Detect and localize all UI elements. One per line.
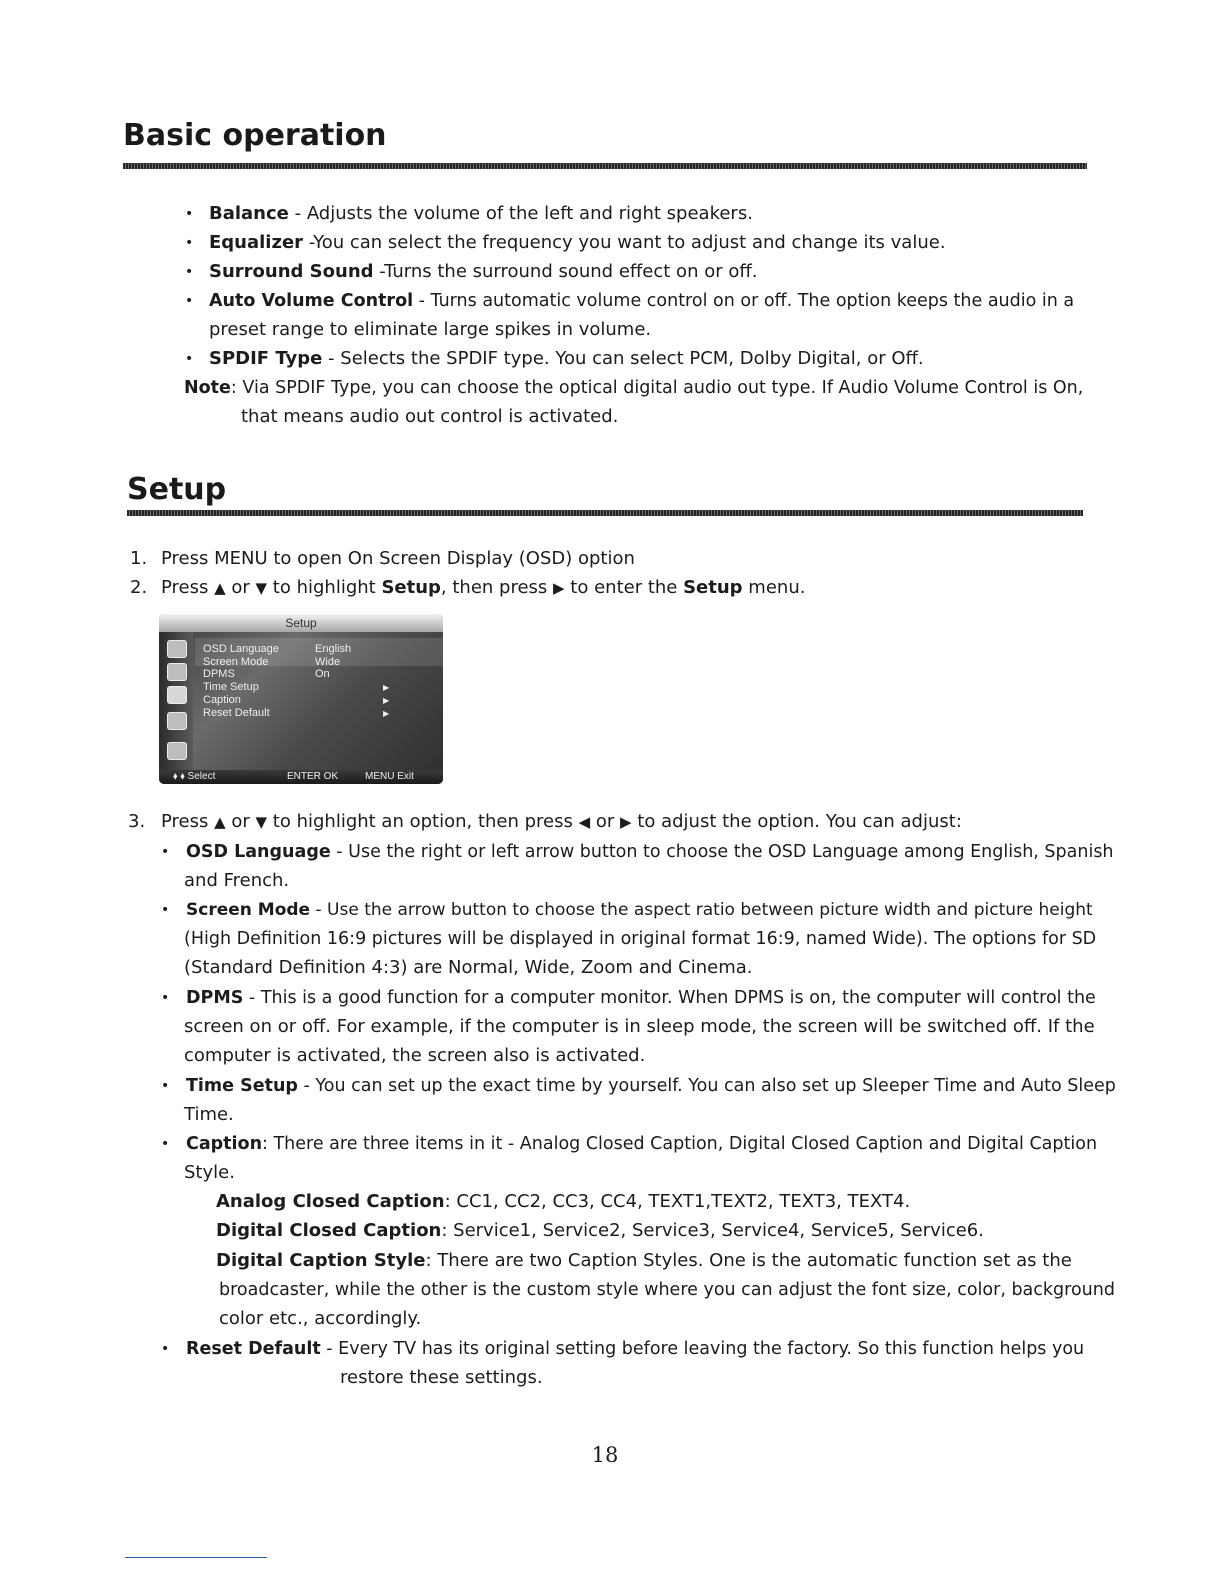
osd-row-label: Time Setup xyxy=(203,681,259,693)
list-item-continuation: preset range to eliminate large spikes in volume. xyxy=(209,319,652,340)
sub-item-continuation: color etc., accordingly. xyxy=(219,1308,422,1329)
list-item: Time Setup - You can set up the exact time by yourself. You can also set up Sleeper Time and Auto Sleep xyxy=(186,1076,1116,1096)
osd-row-value: ▶ xyxy=(383,709,390,718)
osd-footer: ⬧ ⬧ Select ENTER OK MENU Exit xyxy=(159,770,443,784)
section-heading-setup: Setup xyxy=(127,472,227,507)
bullet: • xyxy=(161,990,170,1006)
sub-item: Analog Closed Caption: CC1, CC2, CC3, CC4, TEXT1,TEXT2, TEXT3, TEXT4. xyxy=(216,1191,911,1212)
list-item: Caption: There are three items in it - Analog Closed Caption, Digital Closed Caption and Digital Caption xyxy=(186,1134,1098,1154)
list-item: SPDIF Type - Selects the SPDIF type. You can select PCM, Dolby Digital, or Off. xyxy=(209,348,924,369)
osd-row-value: ▶ xyxy=(383,696,390,705)
channel-icon xyxy=(167,742,187,760)
note: Note: Via SPDIF Type, you can choose the optical digital audio out type. If Audio Volume Control is On, xyxy=(184,378,1084,398)
osd-row-value: Wide xyxy=(315,656,341,668)
bullet: • xyxy=(161,1078,170,1094)
bullet: • xyxy=(185,235,194,251)
sub-item: Digital Closed Caption: Service1, Service2, Service3, Service4, Service5, Service6. xyxy=(216,1220,984,1241)
page-number: 18 xyxy=(591,1443,619,1467)
right-arrow-icon: ▶ xyxy=(553,579,565,597)
bullet: • xyxy=(161,844,170,860)
osd-row-label: OSD Language xyxy=(203,643,279,655)
osd-sidebar xyxy=(159,632,193,772)
bullet: • xyxy=(161,902,170,918)
bullet: • xyxy=(185,351,194,367)
list-item-continuation: (High Definition 16:9 pictures will be displayed in original format 16:9, named Wide). The options for SD xyxy=(184,929,1097,949)
list-item-continuation: restore these settings. xyxy=(340,1367,543,1388)
sound-icon xyxy=(167,663,187,681)
sub-item: Digital Caption Style: There are two Caption Styles. One is the automatic function set as the xyxy=(216,1250,1072,1271)
step-number: 2. xyxy=(130,577,148,598)
bullet: • xyxy=(185,206,194,222)
step-text: Press ▲ or ▼ to highlight Setup, then press ▶ to enter the Setup menu. xyxy=(161,577,806,598)
list-item-continuation: screen on or off. For example, if the computer is in sleep mode, the screen will be switched off. If the xyxy=(184,1016,1095,1037)
list-item-continuation: and French. xyxy=(184,870,290,891)
list-item-continuation: Style. xyxy=(184,1162,235,1183)
osd-row-label: Screen Mode xyxy=(203,656,269,668)
right-arrow-icon: ▶ xyxy=(620,813,632,831)
list-item-continuation: Time. xyxy=(184,1104,234,1125)
step-number: 1. xyxy=(130,548,148,569)
osd-row-label: Reset Default xyxy=(203,707,270,719)
left-arrow-icon: ◀ xyxy=(578,813,591,831)
down-arrow-icon: ▼ xyxy=(255,579,268,597)
list-item: Balance - Adjusts the volume of the left and right speakers. xyxy=(209,203,753,224)
osd-row-value: ▶ xyxy=(383,683,390,692)
step-number: 3. xyxy=(128,811,146,832)
list-item: Screen Mode - Use the arrow button to choose the aspect ratio between picture width and picture height xyxy=(186,900,1093,920)
osd-row-value: On xyxy=(315,668,330,680)
list-item: Reset Default - Every TV has its original setting before leaving the factory. So this function helps you xyxy=(186,1339,1085,1359)
section-heading-basic-operation: Basic operation xyxy=(123,118,387,153)
footer-line xyxy=(125,1557,267,1558)
bullet: • xyxy=(161,1341,170,1357)
bullet: • xyxy=(161,1136,170,1152)
list-item: OSD Language - Use the right or left arrow button to choose the OSD Language among English, Spanish xyxy=(186,842,1114,862)
up-arrow-icon: ▲ xyxy=(214,579,226,597)
bullet: • xyxy=(185,264,194,280)
sub-item-continuation: broadcaster, while the other is the custom style where you can adjust the font size, color, background xyxy=(219,1280,1115,1300)
up-arrow-icon: ▲ xyxy=(214,813,226,831)
osd-row-value: English xyxy=(315,643,352,655)
down-arrow-icon: ▼ xyxy=(255,813,268,831)
osd-row-label: DPMS xyxy=(203,668,235,680)
list-item: Surround Sound -Turns the surround sound effect on or off. xyxy=(209,261,758,282)
list-item-continuation: (Standard Definition 4:3) are Normal, Wide, Zoom and Cinema. xyxy=(184,957,753,978)
heading-rule xyxy=(127,510,1083,516)
step-text: Press ▲ or ▼ to highlight an option, then press ◀ or ▶ to adjust the option. You can adjust: xyxy=(161,811,962,832)
list-item-continuation: computer is activated, the screen also is activated. xyxy=(184,1045,646,1066)
list-item: Auto Volume Control - Turns automatic volume control on or off. The option keeps the audio in a xyxy=(209,291,1075,311)
picture-icon xyxy=(167,640,187,658)
note-continuation: that means audio out control is activated. xyxy=(241,406,619,427)
step-text: Press MENU to open On Screen Display (OSD) option xyxy=(161,548,635,569)
setup-icon xyxy=(167,686,187,704)
osd-title: Setup xyxy=(159,614,443,632)
heading-rule xyxy=(123,163,1087,169)
osd-setup-menu-screenshot xyxy=(159,614,443,784)
list-item: Equalizer -You can select the frequency you want to adjust and change its value. xyxy=(209,232,946,253)
osd-row-label: Caption xyxy=(203,694,241,706)
bullet: • xyxy=(185,293,194,309)
lock-icon xyxy=(167,712,187,730)
list-item: DPMS - This is a good function for a computer monitor. When DPMS is on, the computer will control the xyxy=(186,988,1096,1008)
